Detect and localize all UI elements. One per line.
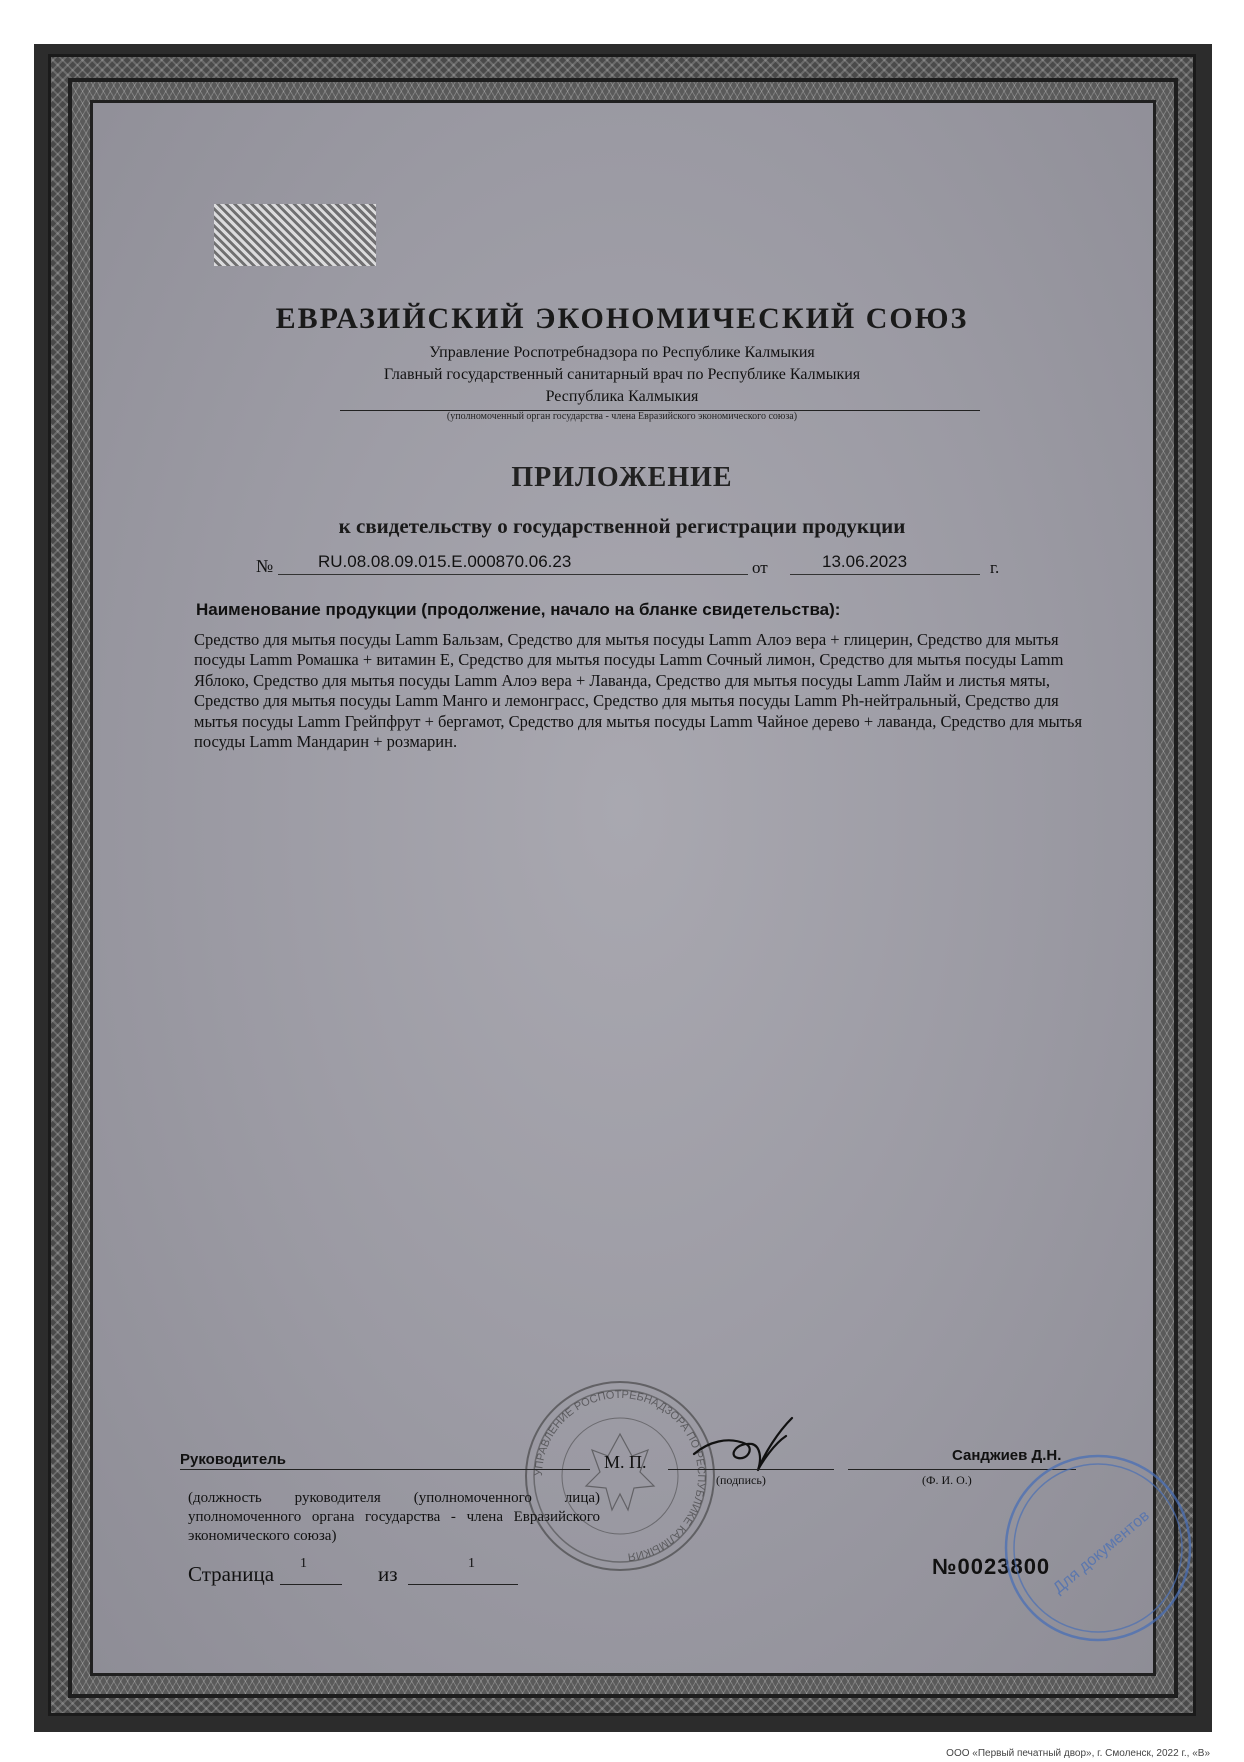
current-page-underline	[280, 1584, 342, 1585]
officer-line: Главный государственный санитарный врач по Республике Калмыкия	[383, 366, 861, 383]
stamp-place-label: М. П.	[604, 1452, 647, 1472]
product-heading: Наименование продукции (продолжение, начало на бланке свидетельства):	[196, 600, 841, 619]
position-underline	[180, 1469, 590, 1470]
page-label: Страница	[188, 1562, 275, 1586]
signatory-name: Санджиев Д.Н.	[952, 1447, 1062, 1464]
total-pages: 1	[468, 1556, 475, 1571]
blue-round-stamp	[998, 1448, 1198, 1648]
signature-line	[668, 1469, 834, 1470]
name-caption: (Ф. И. О.)	[922, 1473, 972, 1487]
seal-text: УПРАВЛЕНИЕ РОСПОТРЕБНАДЗОРА ПО РЕСПУБЛИКЕ КАЛМЫКИЯ	[532, 1388, 708, 1563]
year-suffix: г.	[990, 558, 1000, 577]
number-sign: №	[256, 556, 274, 576]
date-underline	[790, 574, 980, 575]
blue-stamp-text: Для документов	[1050, 1507, 1153, 1598]
date-from-label: от	[752, 558, 768, 577]
registration-date: 13.06.2023	[822, 552, 908, 571]
document-title: ПРИЛОЖЕНИЕ	[511, 462, 733, 493]
org-title: ЕВРАЗИЙСКИЙ ЭКОНОМИЧЕСКИЙ СОЮЗ	[275, 302, 969, 335]
of-label: из	[378, 1562, 398, 1586]
registration-number: RU.08.08.09.015.E.000870.06.23	[318, 552, 572, 571]
printer-imprint: ООО «Первый печатный двор», г. Смоленск, 2022 г., «В»	[946, 1748, 1210, 1759]
product-list-text: Средство для мытья посуды Lamm Бальзам, Средство для мытья посуды Lamm Алоэ вера + глицерин, Средство для мытья посуды Lamm Ромашка + витамин Е, Средство для мытья посуды Lamm Сочный лимон, Средство для мытья посуды Lamm Яблоко, Средство для мытья посуды Lamm Алоэ вера + Лаванда, Средство для мытья посуды Lamm Лайм и листья мяты, Средство для мытья посуды Lamm Манго и лемонграсс, Средство для мытья посуды Lamm Ph-нейтральный, Средство для мытья посуды Lamm Грейпфрут + бергамот, Средство для мытья посуды Lamm Чайное дерево + лаванда, Средство для мытья посуды Lamm Мандарин + розмарин.	[194, 630, 1083, 752]
current-page: 1	[300, 1556, 307, 1571]
form-serial-number: №0023800	[932, 1554, 1051, 1579]
total-pages-underline	[408, 1584, 518, 1585]
document-subtitle: к свидетельству о государственной регистрации продукции	[338, 514, 906, 538]
position-caption: (должность руководителя (уполномоченного лица) уполномоченного органа государства - члена Евразийского экономического союза)	[188, 1490, 600, 1544]
authority-line: Управление Роспотребнадзора по Республике Калмыкия	[429, 344, 815, 361]
signature-caption: (подпись)	[716, 1473, 766, 1487]
region-line: Республика Калмыкия	[545, 388, 699, 405]
number-underline	[278, 574, 748, 575]
authority-caption: (уполномоченный орган государства - члена Евразийского экономического союза)	[446, 411, 798, 422]
registration-number-row	[0, 552, 1244, 580]
head-label: Руководитель	[180, 1451, 286, 1468]
